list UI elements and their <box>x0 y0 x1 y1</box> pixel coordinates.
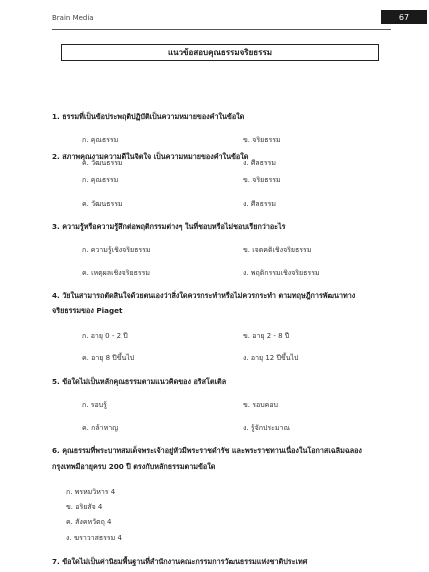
question-6-option-a: ก. พรหมวิหาร 4 <box>66 488 116 496</box>
question-7-text: 7. ข้อใดไม่เป็นค่านิยมพื้นฐานที่สำนักงานคณะกรรมการวัฒนธรรมแห่งชาติประเทศ <box>52 557 308 566</box>
question-6-option-c: ค. สังคหวัตถุ 4 <box>66 518 112 526</box>
question-2-option-b: ข. จริยธรรม <box>243 176 281 184</box>
question-6-text-line-2: กรุงเทพมีอายุครบ 200 ปี ตรงกับหลักธรรมตามข้อใด <box>52 462 216 471</box>
question-3-option-c: ค. เหตุผลเชิงจริยธรรม <box>82 269 151 277</box>
question-2-option-a: ก. คุณธรรม <box>82 176 119 184</box>
question-2-option-d: ง. ศีลธรรม <box>243 200 277 208</box>
question-6-text-line-1: 6. คุณธรรมที่พระบาทสมเด็จพระเจ้าอยู่หัวมีพระราชดำรัช และพระราชทานเนื่องในโอกาสเฉลิมฉลอง <box>52 446 362 455</box>
header-brand: Brain Media <box>52 14 94 22</box>
question-2-option-c: ค. วัฒนธรรม <box>82 200 123 208</box>
question-4-option-a: ก. อายุ 0 - 2 ปี <box>82 332 128 340</box>
question-4-option-c: ค. อายุ 8 ปีขึ้นไป <box>82 354 135 362</box>
question-3-text: 3. ความรู้หรือความรู้สึกต่อพฤติกรรมต่างๆ ในที่ชอบหรือไม่ชอบเรียกว่าอะไร <box>52 222 286 231</box>
question-4-option-b: ข. อายุ 2 - 8 ปี <box>243 332 290 340</box>
question-3-option-b: ข. เจตคติเชิงจริยธรรม <box>243 246 312 254</box>
question-5-option-b: ข. รอบคอบ <box>243 401 278 409</box>
question-4-text-line-2: จริยธรรมของ Piaget <box>52 306 123 315</box>
question-5-text: 5. ข้อใดไม่เป็นหลักคุณธรรมตามแนวคิดของ อริสโตเติล <box>52 377 227 386</box>
question-5-option-a: ก. รอบรู้ <box>82 401 107 409</box>
question-4-text-line-1: 4. วัยในสามารถตัดสินใจด้วยตนเองว่าสิ่งใดควรกระทำหรือไม่ควรกระทำ ตามทฤษฎีการพัฒนาทาง <box>52 291 356 300</box>
page-title: แนวข้อสอบคุณธรรมจริยธรรม <box>61 44 379 61</box>
question-1-option-c: ค. วัฒนธรรม <box>82 159 123 167</box>
question-6-option-b: ข. อริยสัจ 4 <box>66 503 103 511</box>
question-3-option-a: ก. ความรู้เชิงจริยธรรม <box>82 246 151 254</box>
question-6-option-d: ง. ฆราวาสธรรม 4 <box>66 534 122 542</box>
question-4-option-d: ง. อายุ 12 ปีขึ้นไป <box>243 354 299 362</box>
question-2-text: 2. สภาพคุณงามความดีในจิตใจ เป็นความหมายของคำในข้อใด <box>52 152 249 161</box>
question-1-option-d: ง. ศีลธรรม <box>243 159 277 167</box>
question-1-option-a: ก. คุณธรรม <box>82 136 119 144</box>
page-number-badge: 67 <box>381 10 427 24</box>
question-3-option-d: ง. พฤติกรรมเชิงจริยธรรม <box>243 269 320 277</box>
question-5-option-c: ค. กล้าหาญ <box>82 424 119 432</box>
question-1-option-b: ข. จริยธรรม <box>243 136 281 144</box>
question-5-option-d: ง. รู้จักประมาณ <box>243 424 290 432</box>
header-divider <box>52 29 391 30</box>
question-1-text: 1. ธรรมที่เป็นข้อประพฤติปฏิบัติเป็นความหมายของคำในข้อใด <box>52 112 245 121</box>
